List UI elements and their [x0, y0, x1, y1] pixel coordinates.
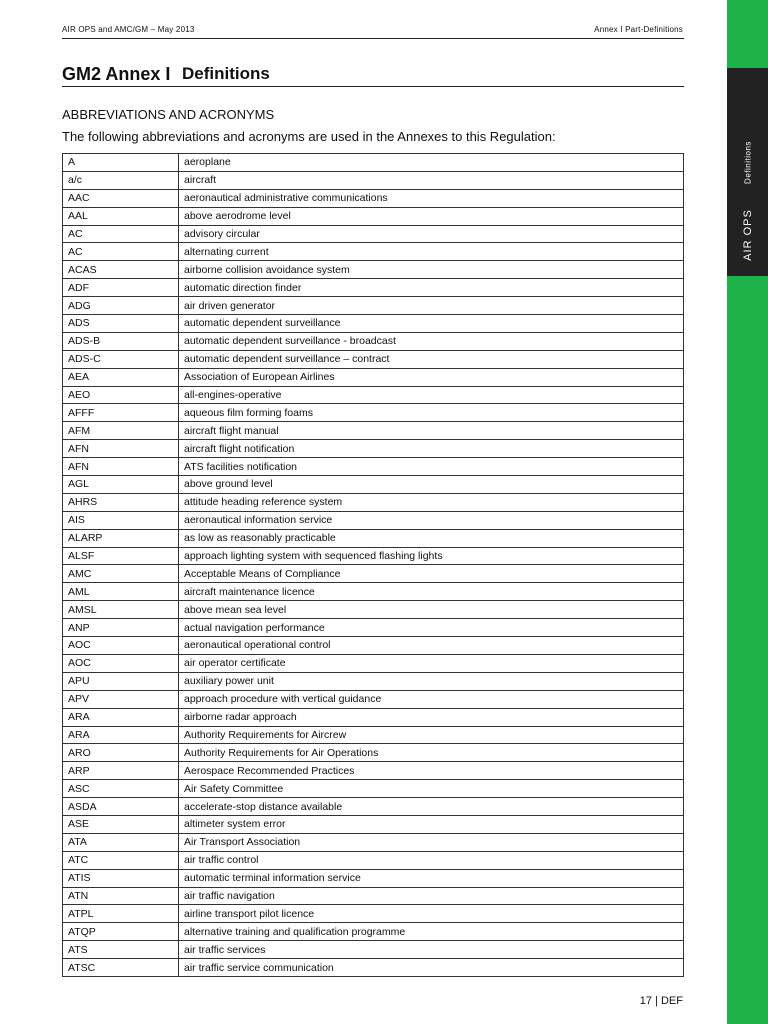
meaning-cell: attitude heading reference system	[179, 493, 684, 511]
abbreviation-cell: AGL	[63, 476, 179, 494]
abbreviation-cell: ATQP	[63, 923, 179, 941]
abbreviation-cell: AOC	[63, 654, 179, 672]
meaning-cell: Acceptable Means of Compliance	[179, 565, 684, 583]
abbreviation-cell: APV	[63, 690, 179, 708]
meaning-cell: aircraft flight notification	[179, 440, 684, 458]
table-row	[63, 368, 684, 386]
abbreviation-cell: AFFF	[63, 404, 179, 422]
table-row	[63, 762, 684, 780]
meaning-cell: automatic dependent surveillance	[179, 315, 684, 333]
abbreviation-cell: ATA	[63, 833, 179, 851]
abbreviation-cell: ALARP	[63, 529, 179, 547]
abbreviation-cell: ATC	[63, 851, 179, 869]
meaning-cell: air traffic control	[179, 851, 684, 869]
abbreviation-cell: ANP	[63, 619, 179, 637]
table-row	[63, 726, 684, 744]
meaning-cell: automatic terminal information service	[179, 869, 684, 887]
meaning-cell: above aerodrome level	[179, 207, 684, 225]
table-row	[63, 422, 684, 440]
abbreviation-cell: ARA	[63, 726, 179, 744]
abbreviations-table	[62, 153, 684, 977]
abbreviation-cell: ATS	[63, 941, 179, 959]
meaning-cell: Association of European Airlines	[179, 368, 684, 386]
table-row	[63, 404, 684, 422]
meaning-cell: aircraft	[179, 171, 684, 189]
abbreviation-cell: ASC	[63, 780, 179, 798]
meaning-cell: accelerate-stop distance available	[179, 798, 684, 816]
abbreviation-cell: ARA	[63, 708, 179, 726]
abbreviation-cell: ADG	[63, 297, 179, 315]
table-row	[63, 923, 684, 941]
sidebar-section-label: Definitions	[743, 141, 753, 184]
meaning-cell: alternative training and qualification programme	[179, 923, 684, 941]
table-row	[63, 386, 684, 404]
abbreviation-cell: ARO	[63, 744, 179, 762]
table-row	[63, 493, 684, 511]
abbreviation-cell: AEA	[63, 368, 179, 386]
meaning-cell: altimeter system error	[179, 815, 684, 833]
meaning-cell: airborne radar approach	[179, 708, 684, 726]
abbreviation-cell: ATPL	[63, 905, 179, 923]
table-row	[63, 547, 684, 565]
abbreviation-cell: ATN	[63, 887, 179, 905]
table-row	[63, 511, 684, 529]
table-row	[63, 708, 684, 726]
abbreviation-cell: AEO	[63, 386, 179, 404]
section-heading: ABBREVIATIONS AND ACRONYMS	[62, 107, 275, 122]
meaning-cell: above mean sea level	[179, 601, 684, 619]
table-row	[63, 815, 684, 833]
meaning-cell: air traffic services	[179, 941, 684, 959]
table-row	[63, 297, 684, 315]
abbreviation-cell: A	[63, 154, 179, 172]
table-row	[63, 869, 684, 887]
meaning-cell: airline transport pilot licence	[179, 905, 684, 923]
abbreviation-cell: ARP	[63, 762, 179, 780]
meaning-cell: airborne collision avoidance system	[179, 261, 684, 279]
table-row	[63, 225, 684, 243]
abbreviation-cell: AMSL	[63, 601, 179, 619]
table-row	[63, 744, 684, 762]
meaning-cell: Authority Requirements for Air Operations	[179, 744, 684, 762]
abbreviation-cell: ADF	[63, 279, 179, 297]
table-row	[63, 690, 684, 708]
meaning-cell: automatic dependent surveillance - broadcast	[179, 332, 684, 350]
abbreviation-cell: ADS-B	[63, 332, 179, 350]
meaning-cell: ATS facilities notification	[179, 458, 684, 476]
header-annex-title: Annex I Part-Definitions	[594, 25, 683, 34]
table-row	[63, 637, 684, 655]
abbreviation-cell: AFM	[63, 422, 179, 440]
sidebar-product-label: AIR OPS	[742, 209, 754, 261]
intro-text: The following abbreviations and acronyms are used in the Annexes to this Regulation:	[62, 129, 556, 144]
table-row	[63, 905, 684, 923]
abbreviation-cell: ADS-C	[63, 350, 179, 368]
meaning-cell: Air Safety Committee	[179, 780, 684, 798]
meaning-cell: approach lighting system with sequenced flashing lights	[179, 547, 684, 565]
abbreviation-cell: APU	[63, 672, 179, 690]
meaning-cell: above ground level	[179, 476, 684, 494]
abbreviation-cell: AIS	[63, 511, 179, 529]
table-row	[63, 154, 684, 172]
table-row	[63, 476, 684, 494]
meaning-cell: all-engines-operative	[179, 386, 684, 404]
table-row	[63, 833, 684, 851]
table-row	[63, 798, 684, 816]
abbreviation-cell: AC	[63, 243, 179, 261]
meaning-cell: aeronautical information service	[179, 511, 684, 529]
abbreviation-cell: AOC	[63, 637, 179, 655]
meaning-cell: air operator certificate	[179, 654, 684, 672]
table-row	[63, 601, 684, 619]
table-row	[63, 851, 684, 869]
header-divider	[62, 38, 684, 39]
table-row	[63, 780, 684, 798]
abbreviation-cell: ASDA	[63, 798, 179, 816]
table-row	[63, 171, 684, 189]
table-row	[63, 565, 684, 583]
meaning-cell: air driven generator	[179, 297, 684, 315]
meaning-cell: air traffic service communication	[179, 959, 684, 977]
abbreviation-cell: ACAS	[63, 261, 179, 279]
abbreviation-cell: AML	[63, 583, 179, 601]
meaning-cell: aircraft maintenance licence	[179, 583, 684, 601]
table-row	[63, 440, 684, 458]
table-row	[63, 189, 684, 207]
page-number: 17 | DEF	[639, 995, 683, 1007]
meaning-cell: aeronautical operational control	[179, 637, 684, 655]
meaning-cell: approach procedure with vertical guidance	[179, 690, 684, 708]
abbreviation-cell: AFN	[63, 458, 179, 476]
abbreviation-cell: AFN	[63, 440, 179, 458]
table-row	[63, 279, 684, 297]
table-row	[63, 654, 684, 672]
title-code: GM2 Annex I	[62, 64, 171, 84]
meaning-cell: actual navigation performance	[179, 619, 684, 637]
page-title	[62, 62, 684, 87]
table-row	[63, 583, 684, 601]
table-row	[63, 332, 684, 350]
meaning-cell: aeronautical administrative communications	[179, 189, 684, 207]
abbreviation-cell: AC	[63, 225, 179, 243]
meaning-cell: aqueous film forming foams	[179, 404, 684, 422]
abbreviation-cell: ATIS	[63, 869, 179, 887]
abbreviation-cell: a/c	[63, 171, 179, 189]
abbreviation-cell: AAC	[63, 189, 179, 207]
meaning-cell: air traffic navigation	[179, 887, 684, 905]
table-row	[63, 207, 684, 225]
abbreviation-cell: ATSC	[63, 959, 179, 977]
meaning-cell: aeroplane	[179, 154, 684, 172]
table-row	[63, 243, 684, 261]
meaning-cell: Air Transport Association	[179, 833, 684, 851]
header-document-title: AIR OPS and AMC/GM – May 2013	[62, 25, 195, 34]
table-row	[63, 941, 684, 959]
meaning-cell: as low as reasonably practicable	[179, 529, 684, 547]
meaning-cell: Aerospace Recommended Practices	[179, 762, 684, 780]
table-row	[63, 959, 684, 977]
table-row	[63, 350, 684, 368]
meaning-cell: auxiliary power unit	[179, 672, 684, 690]
meaning-cell: advisory circular	[179, 225, 684, 243]
table-row	[63, 261, 684, 279]
meaning-cell: aircraft flight manual	[179, 422, 684, 440]
abbreviations-table-body	[63, 154, 684, 977]
table-row	[63, 315, 684, 333]
abbreviation-cell: ASE	[63, 815, 179, 833]
abbreviation-cell: AHRS	[63, 493, 179, 511]
meaning-cell: automatic direction finder	[179, 279, 684, 297]
abbreviation-cell: AAL	[63, 207, 179, 225]
meaning-cell: automatic dependent surveillance – contract	[179, 350, 684, 368]
table-row	[63, 529, 684, 547]
table-row	[63, 672, 684, 690]
abbreviation-cell: ADS	[63, 315, 179, 333]
abbreviation-cell: ALSF	[63, 547, 179, 565]
abbreviation-cell: AMC	[63, 565, 179, 583]
table-row	[63, 887, 684, 905]
table-row	[63, 458, 684, 476]
table-row	[63, 619, 684, 637]
meaning-cell: alternating current	[179, 243, 684, 261]
title-text: Definitions	[182, 64, 270, 83]
meaning-cell: Authority Requirements for Aircrew	[179, 726, 684, 744]
